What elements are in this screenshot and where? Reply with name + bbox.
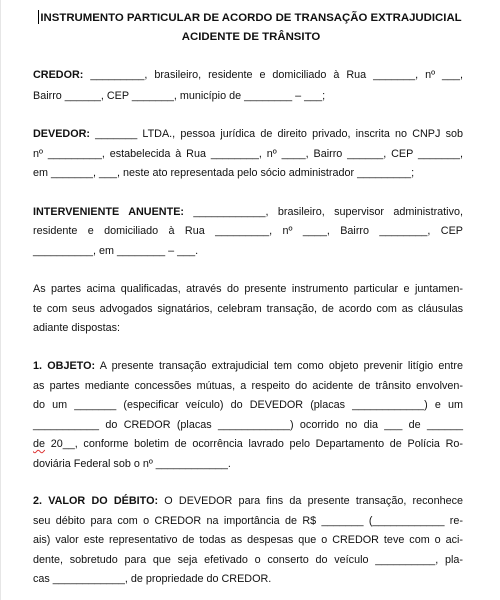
clause1-line-2: as partes mediante concessões mútuas, a respeito do acidente de trânsito envolven-	[33, 380, 463, 392]
devedor-line-1: DEVEDOR: _______ LTDA., pessoa jurídica de direito privado, inscrita no CNPJ sob	[33, 128, 463, 140]
interveniente-line-2: residente e domiciliado à Rua _________, nº ____, Bairro ________, CEP	[33, 225, 463, 237]
clause1-line-3: do um _______ (especificar veículo) do DEVEDOR (placas ____________) e um	[33, 399, 463, 411]
document-title: INSTRUMENTO PARTICULAR DE ACORDO DE TRANSAÇÃO EXTRAJUDICIAL	[40, 12, 462, 24]
document-subtitle: ACIDENTE DE TRÂNSITO	[181, 31, 321, 43]
credor-line-1: CREDOR: _________, brasileiro, residente e domiciliado à Rua _______, nº ___,	[33, 69, 463, 81]
preamble-line-3: adiante dispostas:	[33, 322, 121, 334]
devedor-label: DEVEDOR:	[33, 128, 90, 140]
devedor-line-3: em _______, ___, neste ato representada pelo sócio administrador _________;	[33, 167, 415, 179]
clause1-label: 1. OBJETO:	[33, 360, 96, 372]
clause1-line-6: doviária Federal sob o nº ____________.	[33, 458, 231, 470]
clause2-line-1: 2. VALOR DO DÉBITO: O DEVEDOR para fins da presente transação, reconhece	[33, 495, 463, 507]
credor-line-2: Bairro ______, CEP _______, município de ________ – ___;	[33, 90, 326, 102]
clause2-label: 2. VALOR DO DÉBITO:	[33, 495, 159, 507]
devedor-line-2: nº _________, estabelecida à Rua ________, nº ____, Bairro ______, CEP _______,	[33, 148, 463, 160]
spellcheck-word: de	[33, 438, 46, 450]
preamble-line-2: te com seus advogados signatários, celebram transação, de acordo com as cláusulas	[33, 303, 463, 315]
interveniente-line-3: __________, em ________ – ___.	[33, 245, 199, 257]
clause1-line-4: ___________ do CREDOR (placas ____________) ocorrido no dia ___ de ______	[33, 419, 463, 431]
clause2-line-5: cas ____________, de propriedade do CREDOR.	[33, 573, 272, 585]
interveniente-line-1: INTERVENIENTE ANUENTE: ____________, brasileiro, supervisor administrativo,	[33, 206, 463, 218]
clause2-line-4: dente, sobretudo para que seja efetivado o conserto do veículo __________, pla-	[33, 554, 463, 566]
clause2-line-2: seu débito para com o CREDOR na importância de R$ _______ (____________ re-	[33, 515, 463, 527]
clause1-line-5: de 20__, conforme boletim de ocorrência lavrado pelo Departamento de Polícia Ro-	[33, 438, 463, 450]
clause2-line-3: ais) valor este representativo de todas as despesas que o CREDOR teve com o aci-	[33, 534, 463, 546]
preamble-line-1: As partes acima qualificadas, através do presente instrumento particular e juntamen-	[33, 283, 463, 295]
interveniente-label: INTERVENIENTE ANUENTE:	[33, 206, 184, 218]
credor-label: CREDOR:	[33, 69, 84, 81]
clause1-line-1: 1. OBJETO: A presente transação extrajudicial tem como objeto prevenir litígio entre	[33, 360, 463, 372]
